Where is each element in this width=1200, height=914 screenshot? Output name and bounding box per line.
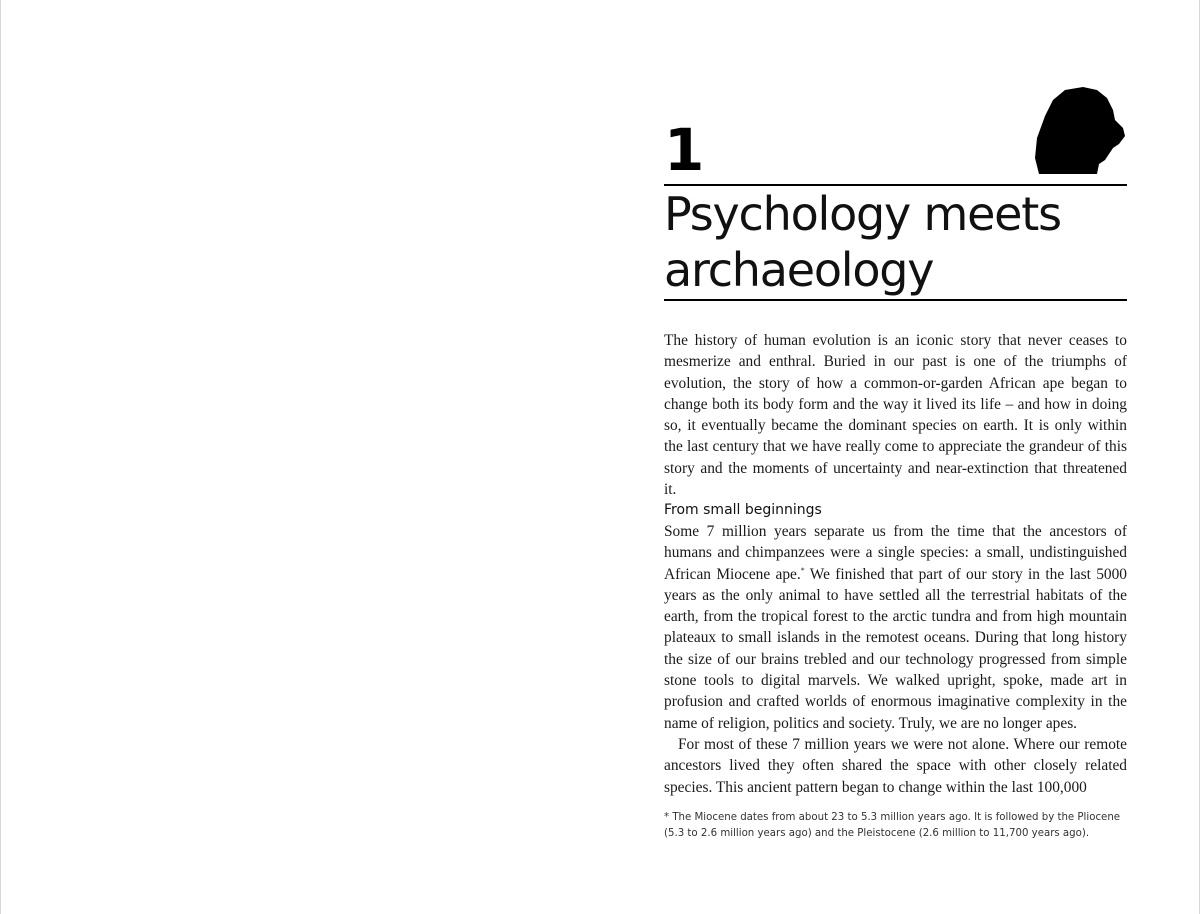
paragraph-1-end: We finished that part of our story in the last 5000 years as the only animal to have settled all the terrestrial habitats of the earth, from the tropical forest to the arctic tundra and from high mountain plateaux to small islands in the remotest oceans. During that long history the size of our brains trebled and our technology progressed from simple stone tools to digital marvels. We walked upright, spoke, made art in profusion and crafted worlds of enormous imaginative complexity in the name of religion, politics and society. Truly, we are no longer apes.	[664, 565, 1127, 732]
footnote-line-2: (5.3 to 2.6 million years ago) and the Pleistocene (2.6 million to 11,700 years ago).	[664, 828, 1090, 839]
footnote-marker: *	[800, 565, 805, 575]
paragraph-1-start: Some 7 million years separate us from the time that the ancestors of humans and chimpanzees were a single species: a small, undistinguished African Miocene ape.	[664, 523, 1127, 583]
intro-paragraph: The history of human evolution is an iconic story that never ceases to mesmerize and enthral. Buried in our past is one of the triumphs of evolution, the story of how a common-or-garden African ape began to change both its body form and the way it lived its life – and how in doing so, it eventually became the dominant species on earth. It is only within the last century that we have really come to appreciate the grandeur of this story and the moments of uncertainty and near-extinction that threatened it.	[664, 332, 1127, 499]
page-edge-left	[0, 0, 1, 914]
footnote	[664, 810, 1127, 842]
chapter-title-line-2: archaeology	[664, 243, 934, 297]
title-rule-bottom	[664, 299, 1127, 301]
ape-head-silhouette-icon	[1031, 86, 1127, 174]
footnote-line-1: * The Miocene dates from about 23 to 5.3 million years ago. It is followed by the Pliocene	[664, 812, 1121, 823]
chapter-title	[664, 186, 1134, 298]
section-heading: From small beginnings	[664, 502, 822, 518]
chapter-number: 1	[664, 116, 705, 184]
body-paragraph-1	[664, 521, 1127, 734]
chapter-title-line-1: Psychology meets	[664, 187, 1061, 241]
body-paragraph-2: For most of these 7 million years we were not alone. Where our remote ancestors lived they often shared the space with other closely related species. This ancient pattern began to change within the last 100,000	[664, 736, 1127, 796]
